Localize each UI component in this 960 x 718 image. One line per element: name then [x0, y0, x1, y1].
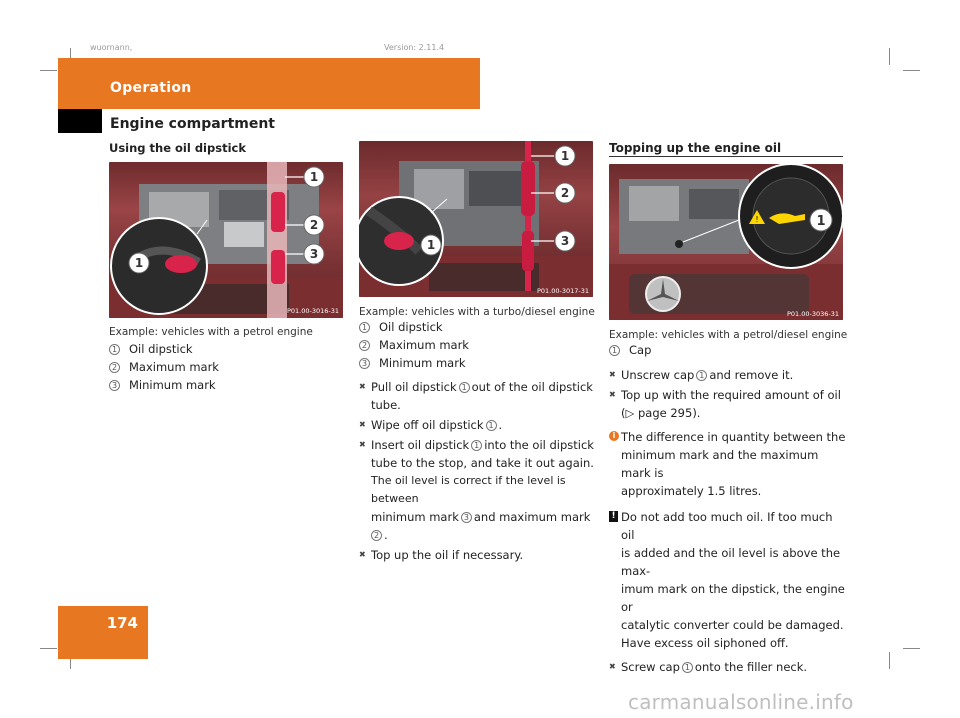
info-note — [609, 428, 849, 500]
note-text: Have excess oil siphoned off. — [621, 636, 789, 650]
step-text: Wipe off oil dipstick — [371, 418, 484, 432]
note-text: Do not add too much oil. If too much oil — [621, 510, 833, 542]
crop-mark — [903, 648, 920, 649]
step-text: and remove it. — [709, 368, 794, 382]
note-text: is added and the oil level is above the max- — [621, 546, 841, 578]
instruction-steps — [359, 378, 599, 564]
callout-number: 1 — [471, 440, 482, 451]
step-item — [609, 366, 849, 384]
watermark: carmanualsonline.info — [628, 690, 854, 714]
legend-item — [109, 358, 219, 376]
step-text: onto the filler neck. — [694, 660, 808, 674]
step-item: ✖ Top up the oil if necessary. — [359, 546, 599, 564]
legend-item — [609, 341, 651, 359]
topping-up-section-title: Topping up the engine oil — [609, 141, 782, 155]
step-text: tube. — [371, 398, 401, 412]
crop-mark — [889, 652, 890, 669]
svg-text:1: 1 — [134, 256, 144, 270]
legend-item — [359, 318, 469, 336]
step-text: . — [498, 418, 503, 432]
callout-number: 2 — [109, 362, 120, 373]
note-text: The difference in quantity between the — [621, 430, 846, 444]
legend-list — [609, 341, 651, 359]
step-text — [359, 508, 599, 526]
legend-item — [359, 354, 469, 372]
step-text: Insert oil dipstick — [371, 438, 470, 452]
step-item: ✖ Top up with the required amount of oil — [609, 386, 849, 404]
photo-caption: Example: vehicles with a turbo/diesel engine — [359, 306, 595, 318]
legend-label: Oil dipstick — [129, 342, 193, 356]
note-text: approximately 1.5 litres. — [621, 484, 762, 498]
callout-number: 1 — [359, 322, 370, 333]
legend-list — [109, 340, 219, 394]
subsection-title: Engine compartment — [110, 116, 275, 132]
step-text: tube to the stop, and take it out again. — [371, 456, 594, 470]
step-text — [359, 526, 599, 544]
callout-number: 1 — [486, 420, 497, 431]
info-icon: i — [609, 431, 619, 441]
step-item — [609, 658, 849, 676]
svg-text:3: 3 — [560, 234, 570, 248]
callout-number: 2 — [371, 530, 382, 541]
warning-icon: ! — [609, 511, 618, 522]
meta-right: Version: 2.11.4 — [384, 43, 445, 52]
legend-label: Cap — [629, 343, 652, 357]
step-text: minimum mark — [371, 510, 459, 524]
header-tab — [58, 109, 102, 133]
legend-item — [359, 336, 469, 354]
step-item — [359, 416, 599, 434]
legend-label: Oil dipstick — [379, 320, 443, 334]
step-item — [359, 436, 599, 454]
svg-text:1: 1 — [426, 238, 436, 252]
page-reference: (▷ page 295). — [621, 406, 701, 420]
svg-text:1: 1 — [816, 214, 826, 229]
callout-number: 3 — [359, 358, 370, 369]
photo-code: P01.00-3036-31 — [786, 310, 839, 318]
crop-mark — [40, 70, 57, 71]
section-divider — [609, 156, 843, 157]
legend-label: Maximum mark — [129, 360, 219, 374]
legend-item — [109, 376, 219, 394]
legend-item — [109, 340, 219, 358]
legend-label: Minimum mark — [129, 378, 216, 392]
crop-mark — [889, 48, 890, 65]
svg-text:!: ! — [755, 215, 759, 224]
callout-number: 1 — [682, 662, 693, 673]
step-text: and maximum mark — [473, 510, 591, 524]
warning-note — [609, 508, 849, 652]
photo-caption: Example: vehicles with a petrol/diesel engine — [609, 329, 848, 341]
instruction-steps — [609, 366, 849, 676]
svg-text:1: 1 — [560, 149, 570, 163]
legend-label: Maximum mark — [379, 338, 469, 352]
note-text: imum mark on the dipstick, the engine or — [621, 582, 845, 614]
callout-number: 1 — [459, 382, 470, 393]
legend-list — [359, 318, 469, 372]
svg-text:2: 2 — [560, 186, 570, 200]
callout-number: 1 — [609, 345, 620, 356]
crop-mark — [903, 70, 920, 71]
photo-caption: Example: vehicles with a petrol engine — [109, 326, 313, 338]
note-text: minimum mark and the maximum mark is — [621, 448, 819, 480]
crop-mark — [40, 648, 57, 649]
step-text: Unscrew cap — [621, 368, 695, 382]
engine-photo-petrol — [109, 162, 343, 318]
engine-photo-diesel — [359, 141, 593, 297]
dipstick-section-title: Using the oil dipstick — [109, 141, 246, 155]
svg-text:1: 1 — [309, 170, 319, 184]
step-item — [359, 378, 599, 396]
callout-number: 3 — [461, 512, 472, 523]
meta-left: wuornann, — [90, 43, 133, 52]
step-text: Screw cap — [621, 660, 680, 674]
step-text: Pull oil dipstick — [371, 380, 457, 394]
step-text: . — [384, 528, 388, 542]
step-text: into the oil dipstick — [484, 438, 594, 452]
photo-code: P01.00-3016-31 — [286, 307, 339, 315]
note-text: catalytic converter could be damaged. — [621, 618, 844, 632]
callout-number: 2 — [359, 340, 370, 351]
page-number: 174 — [106, 614, 138, 632]
photo-code: P01.00-3017-31 — [536, 287, 589, 295]
step-text: out of the oil dipstick — [471, 380, 593, 394]
legend-label: Minimum mark — [379, 356, 466, 370]
engine-photo-cap — [609, 164, 843, 320]
step-text: The oil level is correct if the level is between — [371, 474, 566, 505]
callout-number: 1 — [109, 344, 120, 355]
callout-number: 3 — [109, 380, 120, 391]
svg-text:3: 3 — [309, 247, 319, 261]
svg-text:2: 2 — [309, 218, 319, 232]
callout-number: 1 — [696, 370, 707, 381]
section-title: Operation — [110, 80, 192, 96]
